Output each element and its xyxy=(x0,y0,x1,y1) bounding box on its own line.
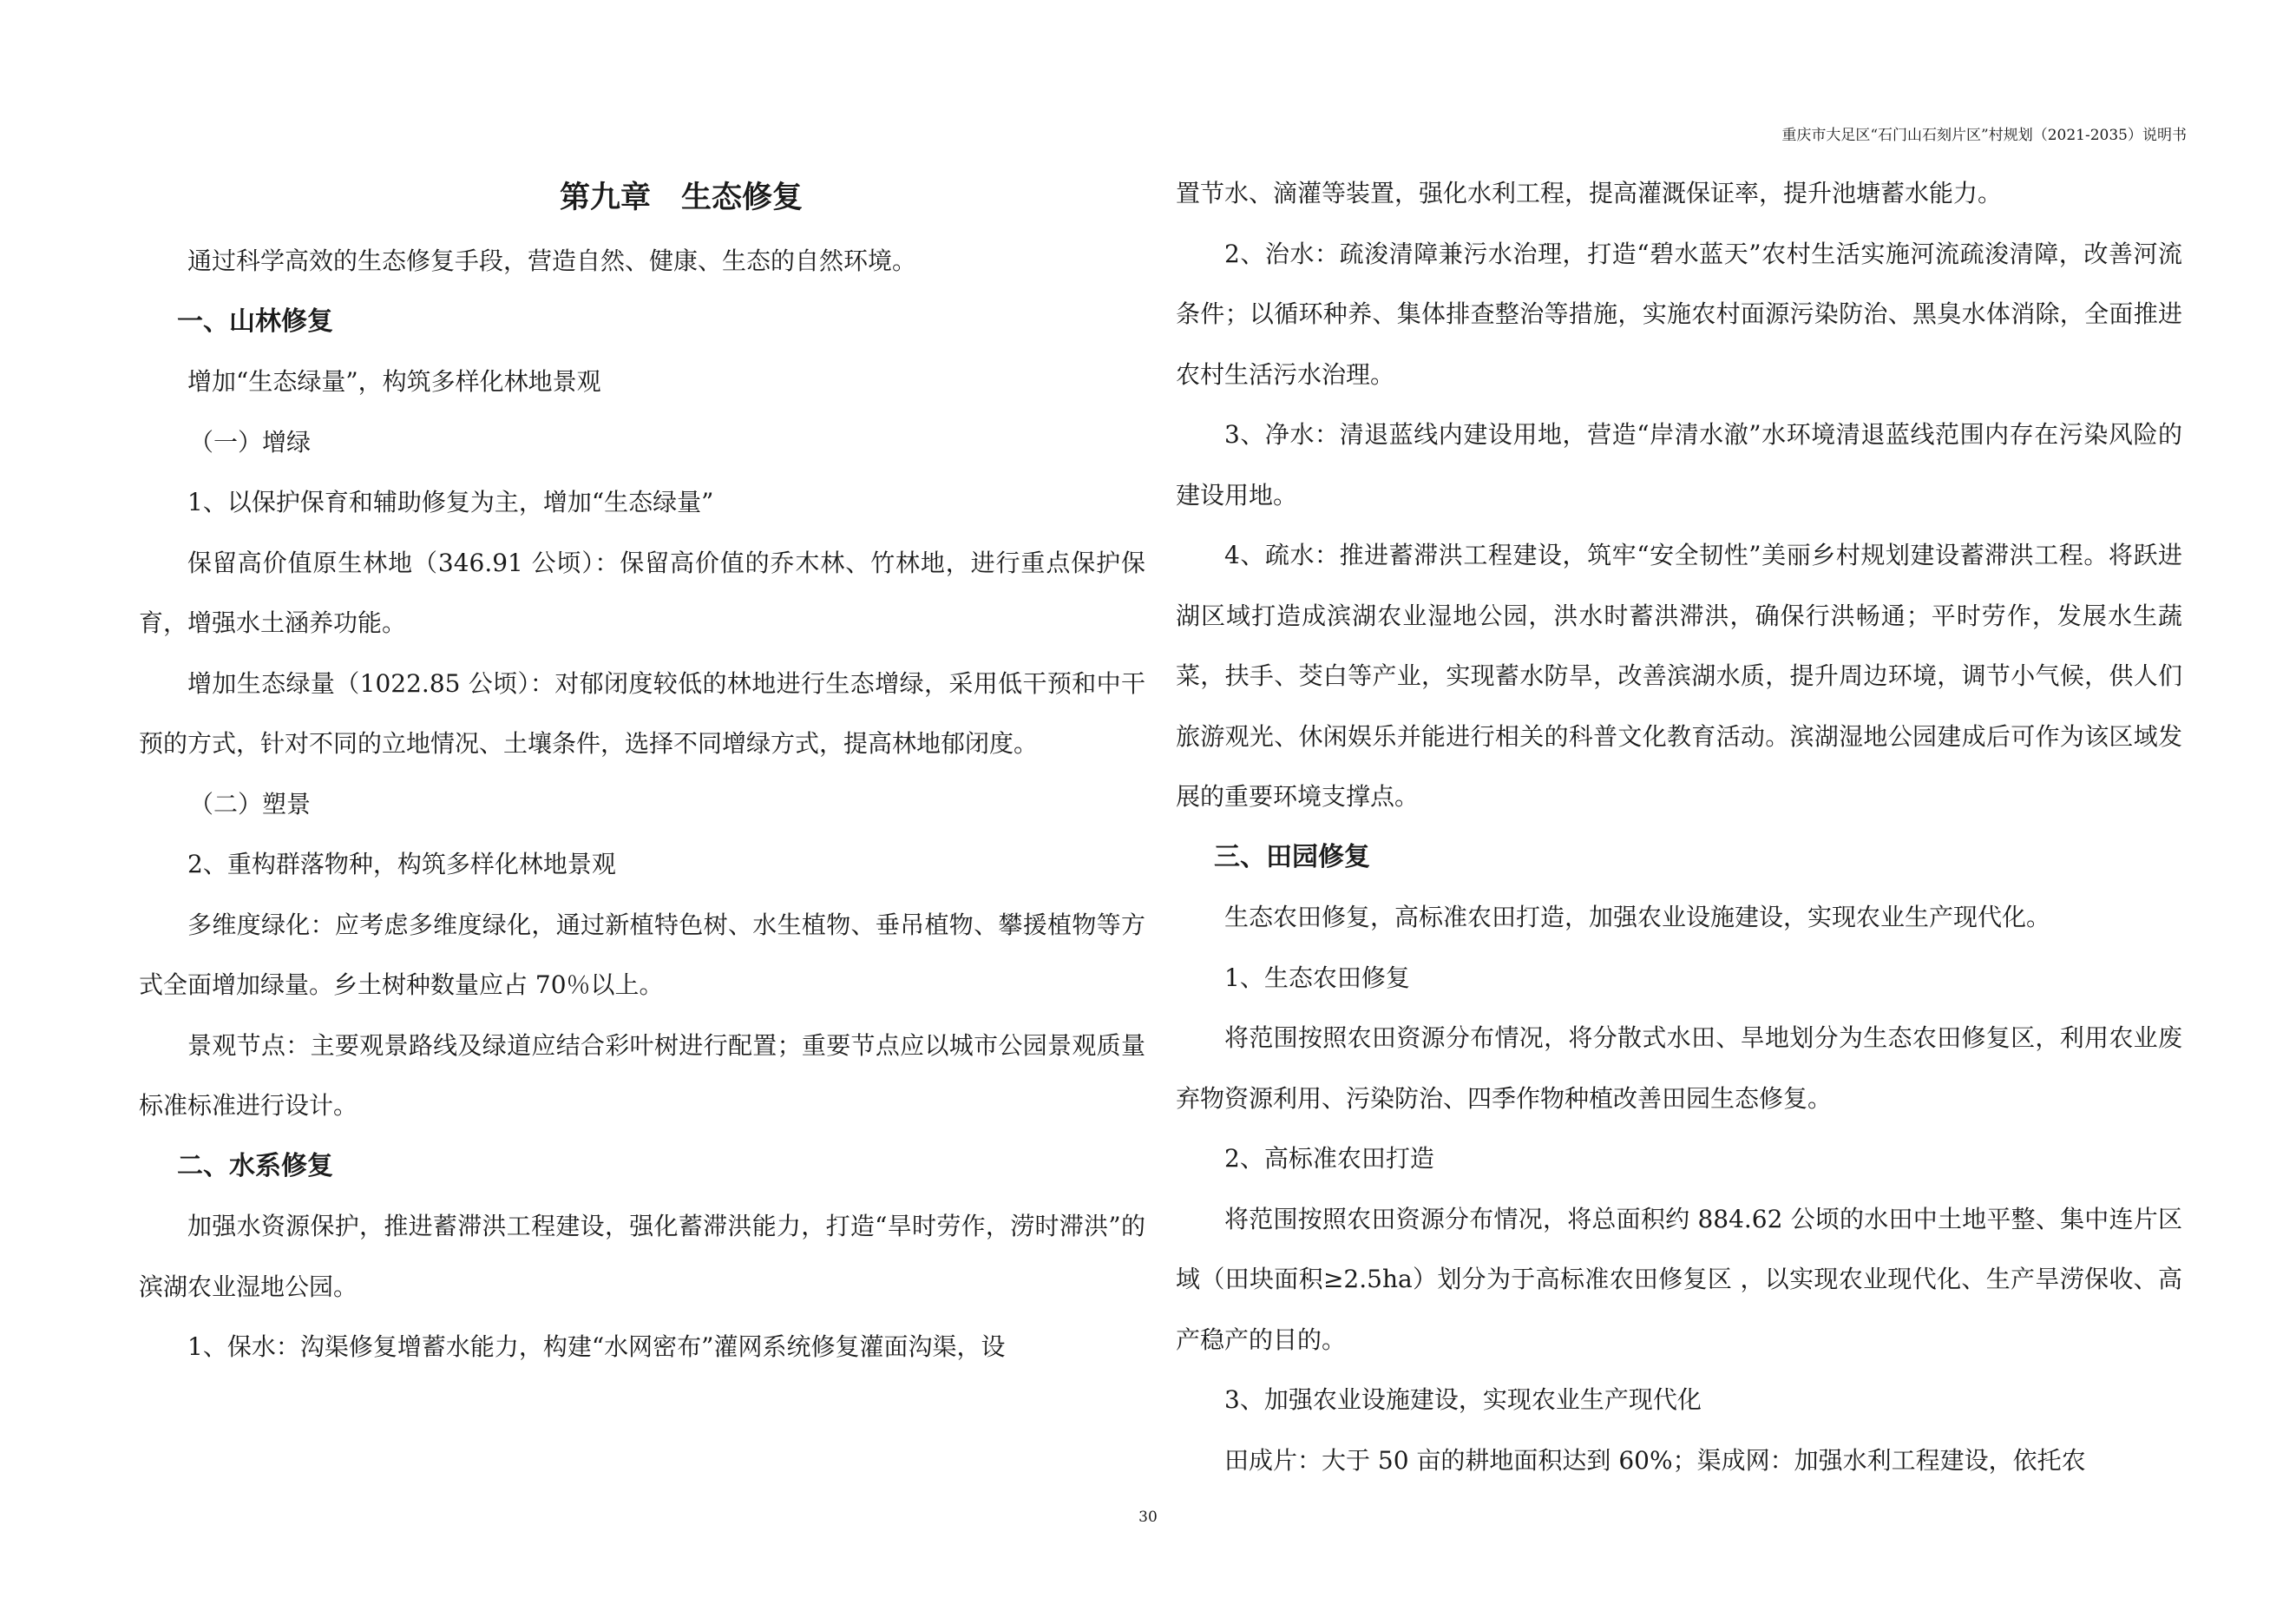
subsection-heading: （二）塑景 xyxy=(189,789,312,819)
paragraph-continued: 置节水、滴灌等装置，强化水利工程，提高灌溉保证率，提升池塘蓄水能力。 xyxy=(1176,179,2003,207)
paragraph: 3、加强农业设施建设，实现农业生产现代化 xyxy=(1224,1385,1702,1414)
paragraph: 保留高价值原生林地（346.91 公顷）：保留高价值的乔木林、竹林地，进行重点保护保育，增强水土涵养功能。 xyxy=(139,548,1145,637)
paragraph: 景观节点：主要观景路线及绿道应结合彩叶树进行配置；重要节点应以城市公园景观质量标准标准进行设计。 xyxy=(139,1030,1145,1120)
intro-paragraph: 通过科学高效的生态修复手段，营造自然、健康、生态的自然环境。 xyxy=(187,247,917,275)
section-heading-forest: 一、山林修复 xyxy=(177,306,333,337)
chapter-title: 第九章 生态修复 xyxy=(559,180,803,215)
section-heading-water: 二、水系修复 xyxy=(177,1150,333,1181)
paragraph: 2、重构群落物种，构筑多样化林地景观 xyxy=(187,850,616,878)
paragraph: 3、净水：清退蓝线内建设用地，营造“岸清水澈”水环境清退蓝线范围内存在污染风险的建设用地。 xyxy=(1176,420,2182,510)
subsection-heading: （一）增绿 xyxy=(189,427,312,457)
paragraph: 1、生态农田修复 xyxy=(1224,963,1410,992)
paragraph: 1、保水：沟渠修复增蓄水能力，构建“水网密布”灌网系统修复灌面沟渠，设 xyxy=(187,1332,1006,1361)
paragraph: 将范围按照农田资源分布情况，将总面积约 884.62 公顷的水田中土地平整、集中连片区域（田块面积≥2.5ha）划分为于高标准农田修复区 ，以实现农业现代化、生产旱涝保收、高产稳产的目的。 xyxy=(1176,1204,2182,1354)
left-column xyxy=(139,165,1145,1377)
paragraph: 加强水资源保护，推进蓄滞洪工程建设，强化蓄滞洪能力，打造“旱时劳作，涝时滞洪”的滨湖农业湿地公园。 xyxy=(139,1212,1145,1301)
running-header: 重庆市大足区“石门山石刻片区”村规划（2021-2035）说明书 xyxy=(1781,127,2187,144)
paragraph: 1、以保护保育和辅助修复为主，增加“生态绿量” xyxy=(187,488,714,516)
paragraph: 田成片：大于 50 亩的耕地面积达到 60%；渠成网：加强水利工程建设，依托农 xyxy=(1224,1445,2086,1475)
paragraph: 增加“生态绿量”，构筑多样化林地景观 xyxy=(187,367,601,396)
paragraph: 2、高标准农田打造 xyxy=(1224,1144,1434,1173)
section-heading-farmland: 三、田园修复 xyxy=(1214,841,1370,872)
paragraph: 多维度绿化：应考虑多维度绿化，通过新植特色树、水生植物、垂吊植物、攀援植物等方式全面增加绿量。乡土树种数量应占 70％以上。 xyxy=(139,910,1145,999)
paragraph: 4、疏水：推进蓄滞洪工程建设，筑牢“安全韧性”美丽乡村规划建设蓄滞洪工程。将跃进湖区域打造成滨湖农业湿地公园，洪水时蓄洪滞洪，确保行洪畅通；平时劳作，发展水生蔬菜，扶手、茭白等产业，实现蓄水防旱，改善滨湖水质，提升周边环境，调节小气候，供人们旅游观光、休闲娱乐并能进行相关的科普文化教育活动。滨湖湿地公园建成后可作为该区域发展的重要环境支撑点。 xyxy=(1176,541,2182,811)
right-column xyxy=(1176,163,2182,1490)
paragraph: 2、治水：疏浚清障兼污水治理，打造“碧水蓝天”农村生活实施河流疏浚清障，改善河流条件；以循环种养、集体排查整治等措施，实施农村面源污染防治、黑臭水体消除，全面推进农村生活污水治理。 xyxy=(1176,239,2182,389)
paragraph: 将范围按照农田资源分布情况，将分散式水田、旱地划分为生态农田修复区，利用农业废弃物资源利用、污染防治、四季作物种植改善田园生态修复。 xyxy=(1176,1023,2182,1113)
paragraph: 生态农田修复，高标准农田打造，加强农业设施建设，实现农业生产现代化。 xyxy=(1224,903,2051,931)
paragraph: 增加生态绿量（1022.85 公顷）：对郁闭度较低的林地进行生态增绿，采用低干预和中干预的方式，针对不同的立地情况、土壤条件，选择不同增绿方式，提高林地郁闭度。 xyxy=(139,668,1145,758)
page-number: 30 xyxy=(1138,1509,1158,1526)
